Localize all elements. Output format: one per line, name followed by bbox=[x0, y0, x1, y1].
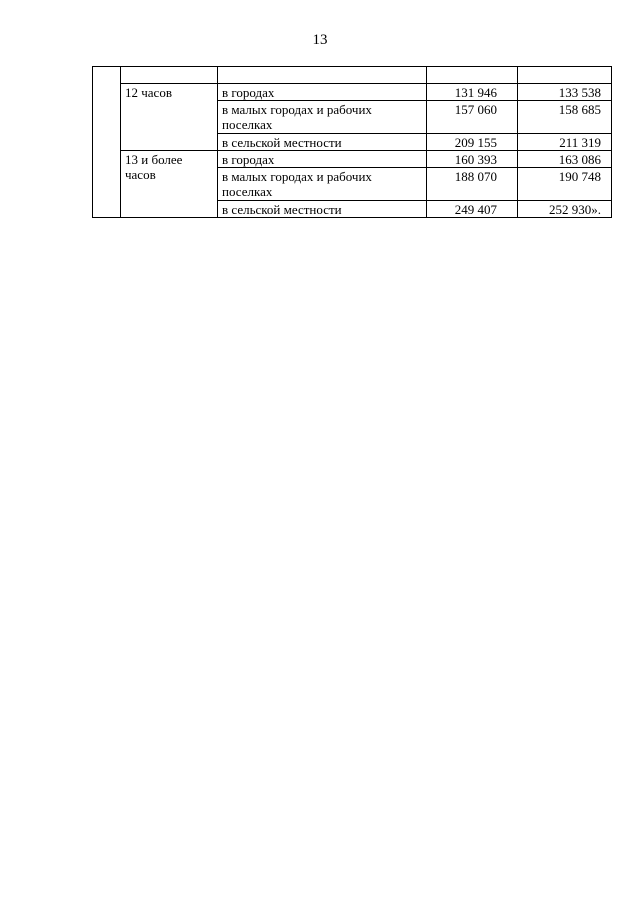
value-cell: 131 946 bbox=[427, 84, 518, 101]
header-cell bbox=[93, 67, 121, 84]
value-cell: 209 155 bbox=[427, 134, 518, 151]
header-cell bbox=[518, 67, 612, 84]
value-cell: 190 748 bbox=[518, 168, 612, 201]
table-row bbox=[93, 84, 612, 101]
value-cell: 188 070 bbox=[427, 168, 518, 201]
tariff-table bbox=[92, 66, 612, 218]
duration-cell: 13 и более часов bbox=[121, 151, 218, 218]
value-cell: 160 393 bbox=[427, 151, 518, 168]
header-cell bbox=[218, 67, 427, 84]
header-cell bbox=[427, 67, 518, 84]
location-cell: в малых городах и рабочих поселках bbox=[218, 101, 427, 134]
duration-cell: 12 часов bbox=[121, 84, 218, 151]
table-header-row bbox=[93, 67, 612, 84]
value-cell: 158 685 bbox=[518, 101, 612, 134]
table-row bbox=[93, 151, 612, 168]
location-cell: в сельской местности bbox=[218, 201, 427, 218]
value-cell: 157 060 bbox=[427, 101, 518, 134]
location-cell: в сельской местности bbox=[218, 134, 427, 151]
location-cell: в городах bbox=[218, 84, 427, 101]
value-cell: 211 319 bbox=[518, 134, 612, 151]
empty-index-cell bbox=[93, 84, 121, 218]
page-number: 13 bbox=[312, 32, 328, 48]
value-cell: 163 086 bbox=[518, 151, 612, 168]
value-cell: 249 407 bbox=[427, 201, 518, 218]
location-cell: в малых городах и рабочих поселках bbox=[218, 168, 427, 201]
location-cell: в городах bbox=[218, 151, 427, 168]
value-cell: 252 930». bbox=[518, 201, 612, 218]
header-cell bbox=[121, 67, 218, 84]
value-cell: 133 538 bbox=[518, 84, 612, 101]
